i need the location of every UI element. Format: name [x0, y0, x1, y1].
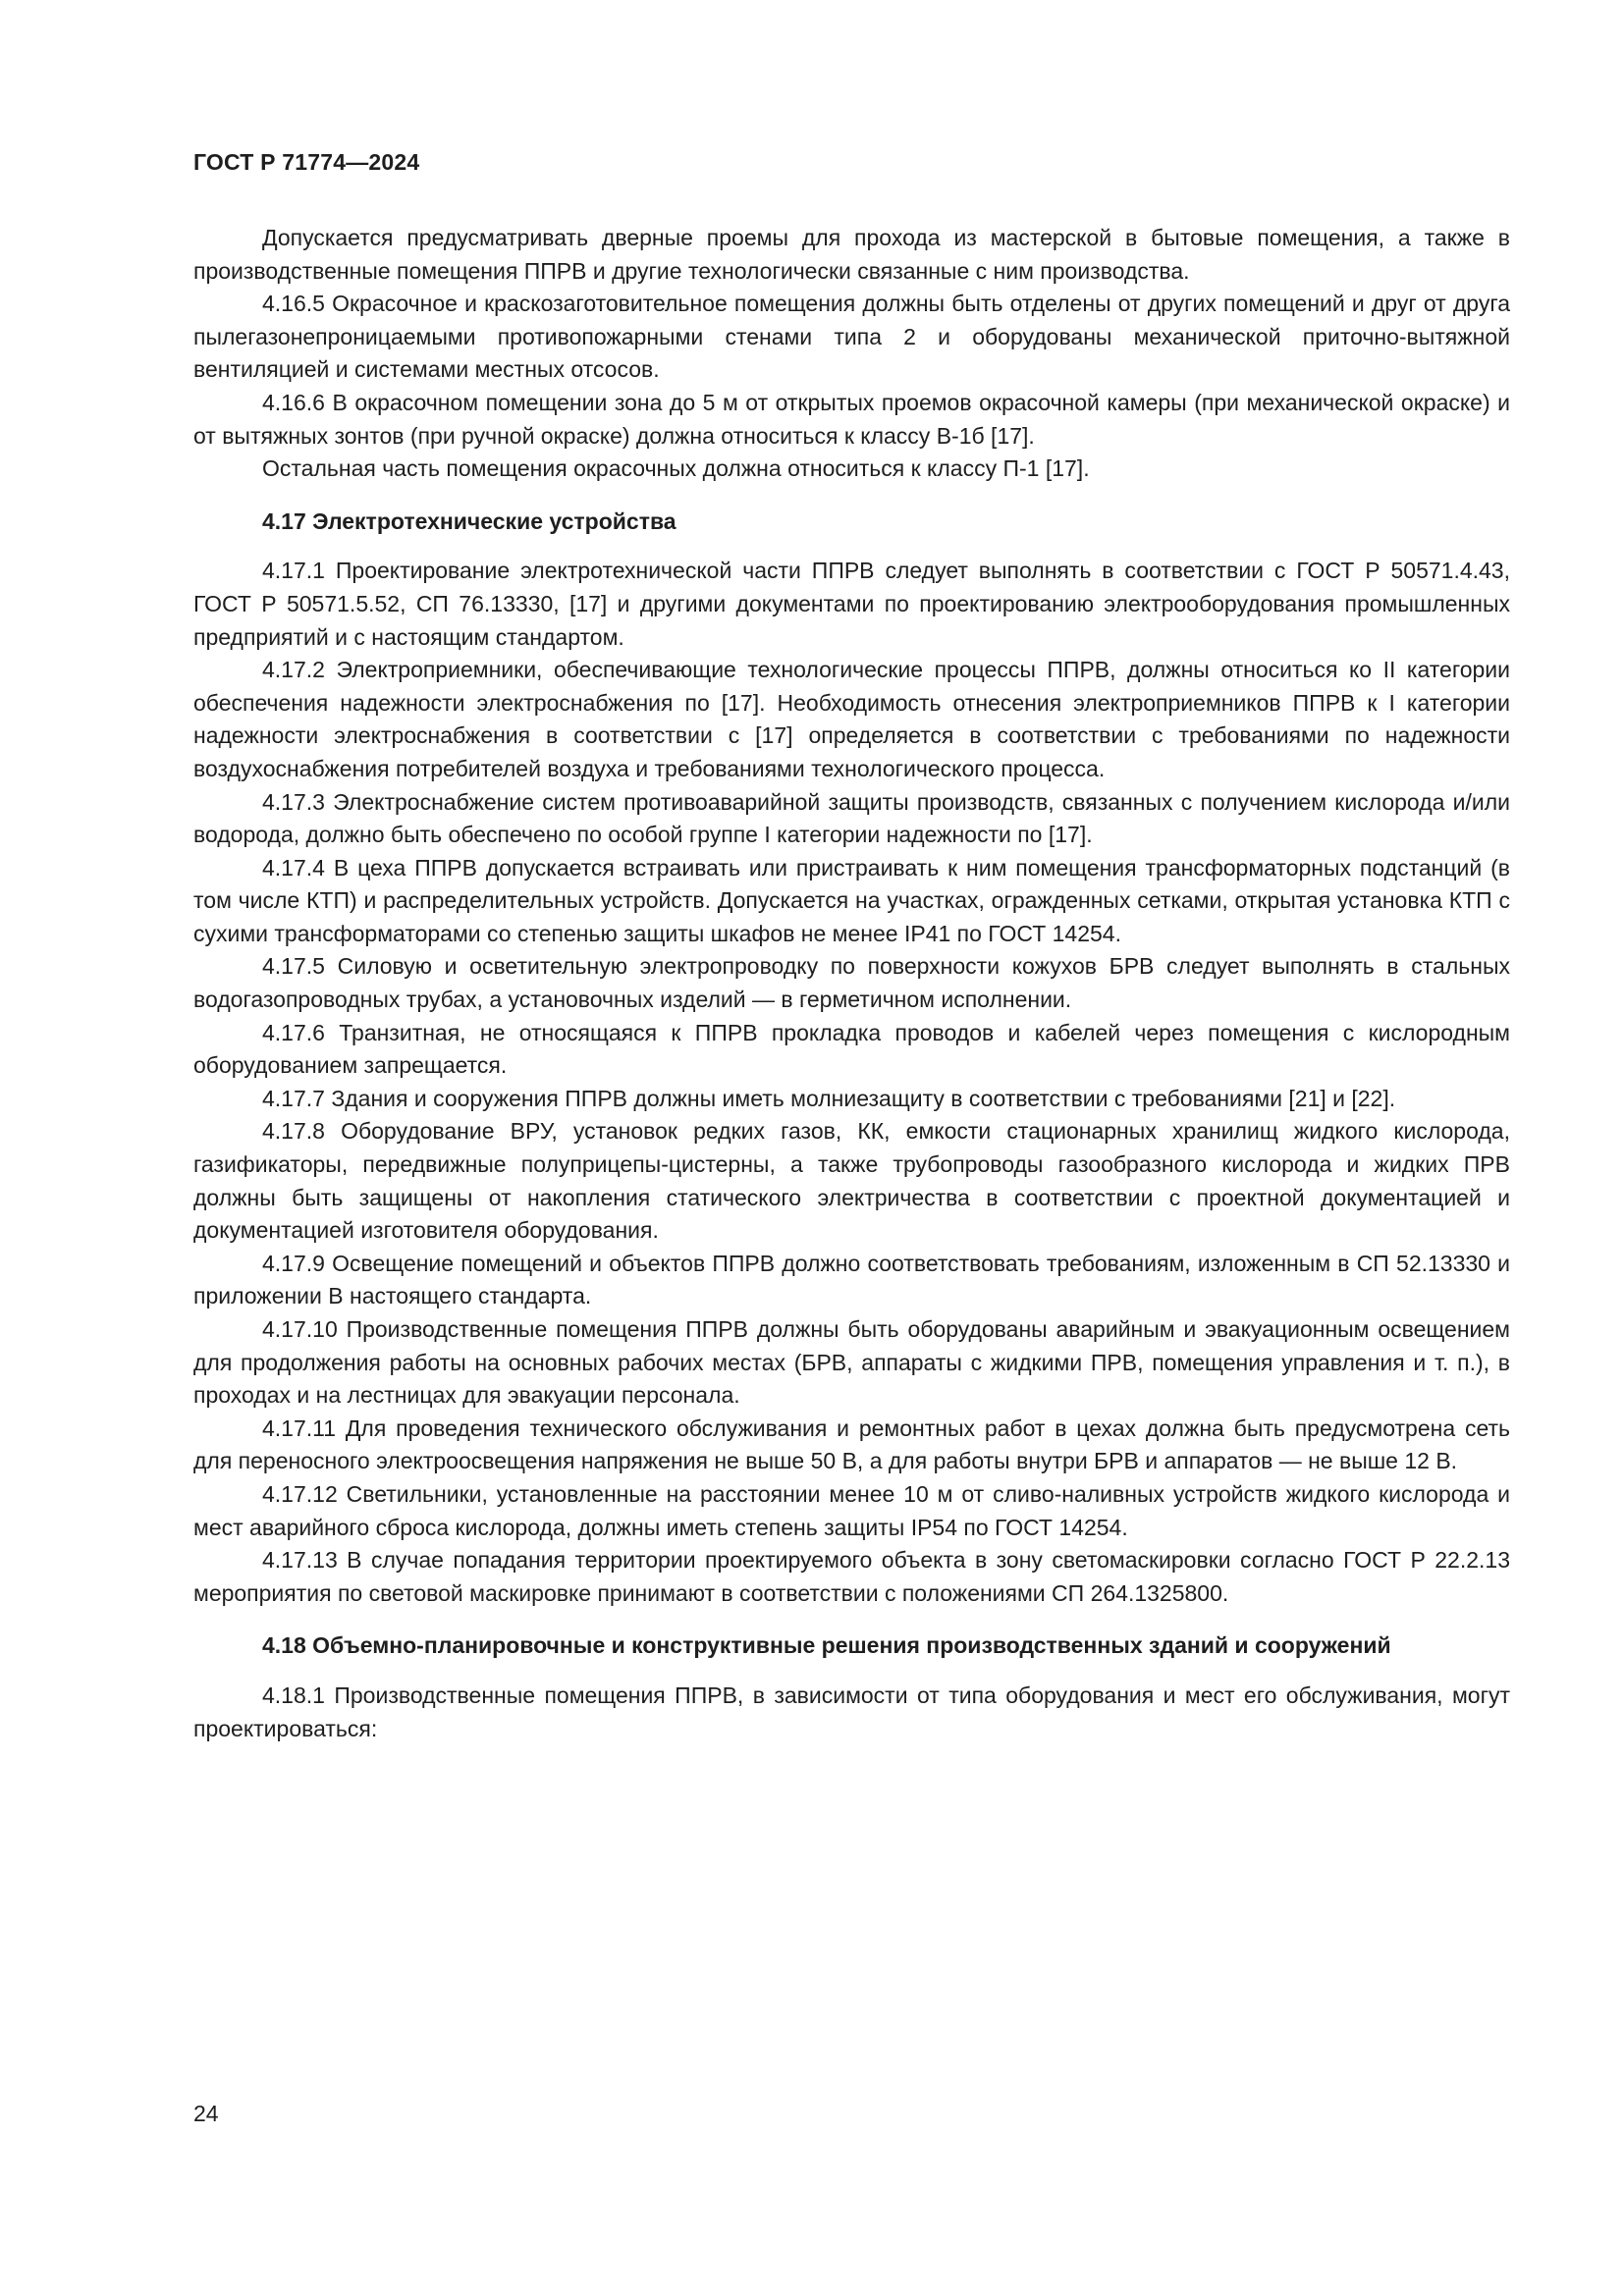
section-heading-4-18: 4.18 Объемно-планировочные и конструктивные решения производственных зданий и сооружений	[262, 1632, 1391, 1659]
paragraph-4-17-4: 4.17.4 В цеха ППРВ допускается встраивать или пристраивать к ним помещения трансформаторных подстанций (в том числе КТП) и распределительных устройств. Допускается на участках, огражденных сетками, открытая установка КТП с сухими трансформаторами со степенью защиты шкафов не менее IP41 по ГОСТ 14254.	[193, 854, 1510, 946]
section-heading-4-17: 4.17 Электротехнические устройства	[262, 507, 677, 534]
paragraph-4-17-13: 4.17.13 В случае попадания территории проектируемого объекта в зону светомаскировки согласно ГОСТ Р 22.2.13 мероприятия по световой маскировке принимают в соответствии с положениями СП 264.1325800.	[193, 1547, 1510, 1606]
paragraph-4-16-6: 4.16.6 В окрасочном помещении зона до 5 м от открытых проемов окрасочной камеры (при механической окраске) и от вытяжных зонтов (при ручной окраске) должна относиться к классу В-1б [17].	[193, 389, 1510, 449]
paragraph-4-17-1: 4.17.1 Проектирование электротехнической части ППРВ следует выполнять в соответствии с ГОСТ Р 50571.4.43, ГОСТ Р 50571.5.52, СП 76.13330, [17] и другими документами по проектированию электрооборудования промышленных предприятий и с настоящим стандартом.	[193, 558, 1510, 650]
page-number: 24	[193, 2101, 219, 2126]
page-content	[193, 222, 1510, 1745]
paragraph: Допускается предусматривать дверные проемы для прохода из мастерской в бытовые помещения, а также в производственные помещения ППРВ и другие технологически связанные с ним производства.	[193, 225, 1510, 284]
paragraph-4-17-10: 4.17.10 Производственные помещения ППРВ должны быть оборудованы аварийным и эвакуационным освещением для продолжения работы на основных рабочих местах (БРВ, аппараты с жидкими ПРВ, помещения управления и т. п.), в проходах и на лестницах для эвакуации персонала.	[193, 1316, 1510, 1409]
paragraph-4-17-11: 4.17.11 Для проведения технического обслуживания и ремонтных работ в цехах должна быть предусмотрена сеть для переносного электроосвещения напряжения не выше 50 В, а для работы внутри БРВ и аппаратов — не выше 12 В.	[193, 1415, 1510, 1474]
paragraph-4-17-9: 4.17.9 Освещение помещений и объектов ППРВ должно соответствовать требованиям, изложенным в СП 52.13330 и приложении В настоящего стандарта.	[193, 1250, 1510, 1309]
paragraph-4-18-1: 4.18.1 Производственные помещения ППРВ, в зависимости от типа оборудования и мест его обслуживания, могут проектироваться:	[193, 1682, 1510, 1741]
document-code-header: ГОСТ Р 71774—2024	[193, 149, 420, 175]
paragraph-4-17-2: 4.17.2 Электроприемники, обеспечивающие технологические процессы ППРВ, должны относиться ко II категории обеспечения надежности электроснабжения по [17]. Необходимость отнесения электроприемников ППРВ к I категории надежности электроснабжения в соответствии с [17] определяется в соответствии с требованиями по надежности воздухоснабжения потребителей воздуха и требованиями технологического процесса.	[193, 657, 1510, 781]
paragraph-4-17-6: 4.17.6 Транзитная, не относящаяся к ППРВ прокладка проводов и кабелей через помещения с кислородным оборудованием запрещается.	[193, 1019, 1510, 1079]
paragraph-4-17-8: 4.17.8 Оборудование ВРУ, установок редких газов, КК, емкости стационарных хранилищ жидкого кислорода, газификаторы, передвижные полуприцепы-цистерны, а также трубопроводы газообразного кислорода и жидких ПРВ должны быть защищены от накопления статического электричества в соответствии с проектной документацией и документацией изготовителя оборудования.	[193, 1118, 1510, 1244]
paragraph-4-17-12: 4.17.12 Светильники, установленные на расстоянии менее 10 м от сливо-наливных устройств жидкого кислорода и мест аварийного сброса кислорода, должны иметь степень защиты IP54 по ГОСТ 14254.	[193, 1480, 1510, 1540]
paragraph-4-17-5: 4.17.5 Силовую и осветительную электропроводку по поверхности кожухов БРВ следует выполнять в стальных водогазопроводных трубах, а установочных изделий — в герметичном исполнении.	[193, 953, 1510, 1013]
paragraph-4-16-5: 4.16.5 Окрасочное и краскозаготовительное помещения должны быть отделены от других помещений и друг от друга пылегазонепроницаемыми противопожарными стенами типа 2 и оборудованы механической приточно-вытяжной вентиляцией и системами местных отсосов.	[193, 291, 1510, 383]
paragraph-4-17-3: 4.17.3 Электроснабжение систем противоаварийной защиты производств, связанных с получением кислорода и/или водорода, должно быть обеспечено по особой группе I категории надежности по [17].	[193, 788, 1510, 848]
paragraph-4-17-7: 4.17.7 Здания и сооружения ППРВ должны иметь молниезащиту в соответствии с требованиями [21] и [22].	[262, 1085, 1396, 1111]
paragraph: Остальная часть помещения окрасочных должна относиться к классу П-1 [17].	[262, 455, 1090, 482]
